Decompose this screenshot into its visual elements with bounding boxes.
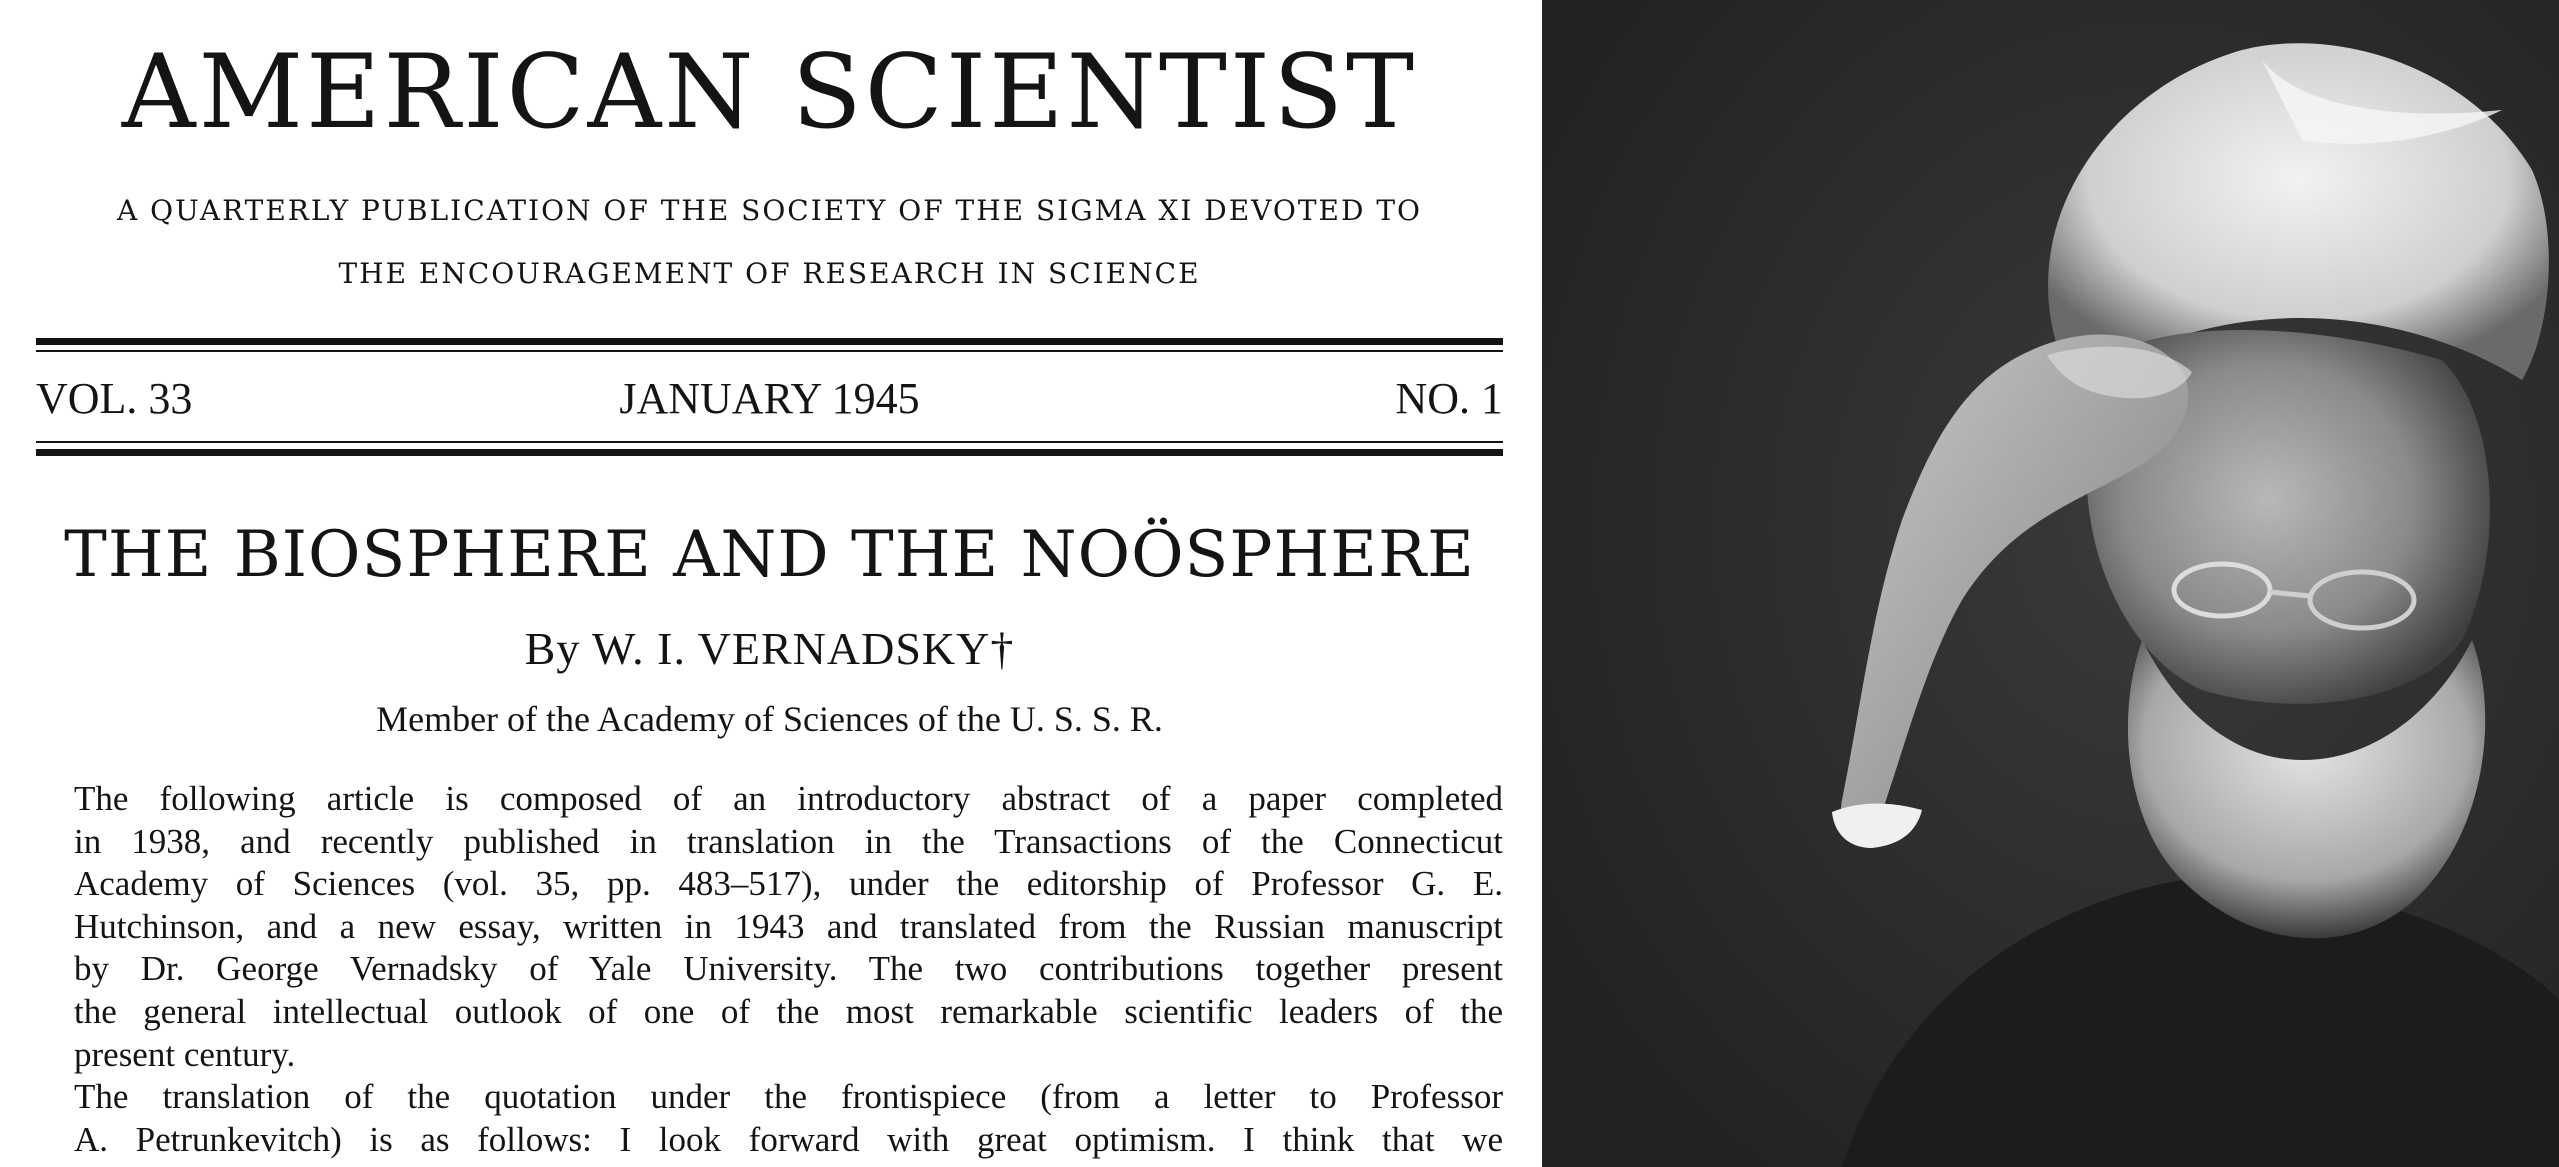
- paragraph-1-line: Hutchinson, and a new essay, written in 1943 and translated from the Russian manuscript: [74, 906, 1503, 946]
- top-thin-rule: [36, 350, 1503, 352]
- paragraph-2-line: A. Petrunkevitch) is as follows: I look forward with great optimism. I think that we: [74, 1119, 1503, 1159]
- paragraph-1-line: in 1938, and recently published in translation in the Transactions of the Connecticut: [74, 821, 1503, 861]
- paragraph-1: [36, 778, 1503, 1076]
- bottom-thick-rule: [36, 449, 1503, 456]
- bottom-thin-rule: [36, 441, 1503, 443]
- paragraph-2: [36, 1076, 1503, 1161]
- issue-number: NO. 1: [1395, 374, 1503, 423]
- portrait-photo-icon: [1542, 0, 2559, 1167]
- masthead-title: AMERICAN SCIENTIST: [121, 33, 1418, 152]
- masthead-subtitle-line-1: A QUARTERLY PUBLICATION OF THE SOCIETY OF THE SIGMA XI DEVOTED TO: [117, 194, 1422, 227]
- portrait-photo: [1542, 0, 2559, 1167]
- issue-info-line: [36, 374, 1503, 424]
- masthead-subtitle-line-2: THE ENCOURAGEMENT OF RESEARCH IN SCIENCE: [338, 257, 1201, 290]
- article-byline: By W. I. VERNADSKY†: [524, 623, 1015, 674]
- top-thick-rule: [36, 338, 1503, 345]
- paragraph-1-line: present century.: [74, 1034, 296, 1074]
- author-affiliation: Member of the Academy of Sciences of the U. S. S. R.: [376, 699, 1163, 739]
- paragraph-1-line: by Dr. George Vernadsky of Yale University. The two contributions together present: [74, 949, 1503, 989]
- article-body: [36, 778, 1503, 1161]
- paragraph-1-line: Academy of Sciences (vol. 35, pp. 483–517), under the editorship of Professor G. E.: [74, 864, 1503, 904]
- paragraph-1-line: The following article is composed of an introductory abstract of a paper completed: [74, 779, 1503, 818]
- issue-date: JANUARY 1945: [619, 374, 920, 423]
- article-title: THE BIOSPHERE AND THE NOÖSPHERE: [64, 518, 1475, 592]
- paragraph-1-line: the general intellectual outlook of one of the most remarkable scientific leaders of the: [74, 991, 1503, 1031]
- volume-label: VOL. 33: [36, 374, 193, 423]
- paragraph-2-line: The translation of the quotation under the frontispiece (from a letter to Professor: [74, 1077, 1503, 1117]
